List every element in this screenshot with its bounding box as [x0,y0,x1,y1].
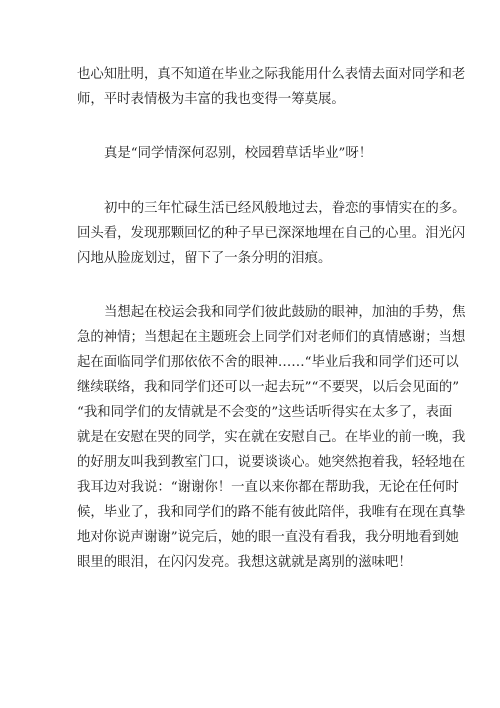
text-line: 我耳边对我说：“谢谢你！一直以来你都在帮助我，无论在任何时 [77,480,459,495]
text-line: 继续联络，我和同学们还可以一起去玩”“不要哭，以后会见面的” [77,380,460,395]
text-line: 师，平时表情极为丰富的我也变得一筹莫展。 [77,92,345,107]
text-line: 候，毕业了，我和同学们的路不能有彼此陪伴，我唯有在现在真挚 [77,505,466,520]
text-line: 地对你说声谢谢”说完后，她的眼一直没有看我，我分明地看到她 [77,530,459,545]
text-line: 的好朋友叫我到教室门口，说要谈谈心。她突然抱着我，轻轻地在 [77,455,466,470]
text-line: 就是在安慰在哭的同学，实在就在安慰自己。在毕业的前一晚，我 [77,430,466,445]
text-line: 闪地从脸庞划过，留下了一条分明的泪痕。 [77,251,332,266]
text-line: 起在面临同学们那依依不舍的眼神……“毕业后我和同学们还可以 [77,355,459,370]
text-line: 初中的三年忙碌生活已经风般地过去，眷恋的事情实在的多。 [104,201,466,216]
text-line: 也心知肚明，真不知道在毕业之际我能用什么表情去面对同学和老 [77,67,466,82]
text-line: 急的神情；当想起在主题班会上同学们对老师们的真情感谢；当想 [77,330,466,345]
text-line: 眼里的眼泪，在闪闪发亮。我想这就就是离别的滋味吧！ [77,555,412,570]
text-line: 当想起在校运会我和同学们彼此鼓励的眼神，加油的手势，焦 [104,305,466,320]
text-line: 回头看，发现那颗回忆的种子早已深深地埋在自己的心里。泪光闪 [77,226,466,241]
text-line: “我和同学们的友情就是不会变的”这些话听得实在太多了，表面 [77,405,453,420]
text-line: 真是“同学情深何忍别，校园碧草话毕业”呀！ [104,146,373,161]
